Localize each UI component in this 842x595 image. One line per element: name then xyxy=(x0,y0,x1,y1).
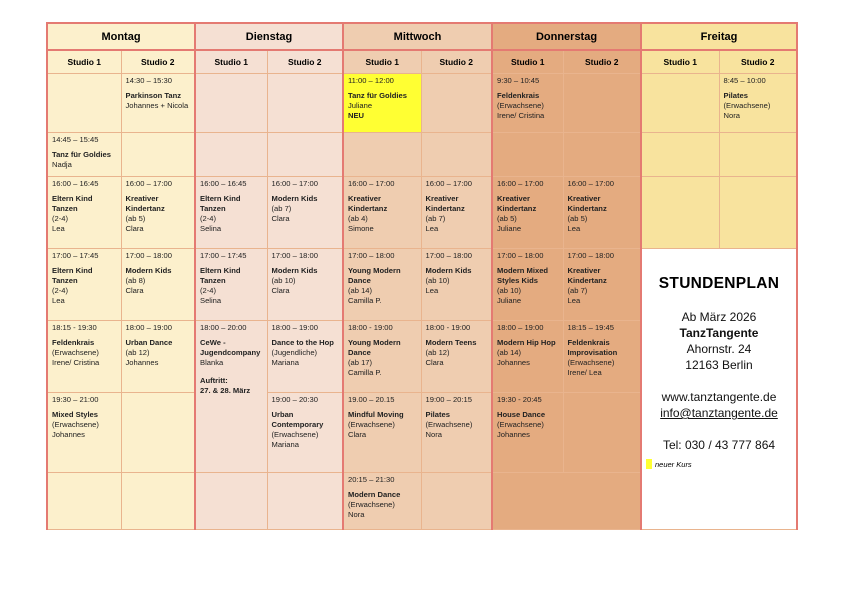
empty-slot xyxy=(492,473,641,530)
class-group: (ab 5) xyxy=(497,214,517,223)
class-title: Modern Teens xyxy=(425,338,477,347)
class-slot xyxy=(343,393,421,473)
class-teacher: Clara xyxy=(125,224,144,233)
phone-number: Tel: 030 / 43 777 864 xyxy=(662,438,776,452)
class-title: House Dance xyxy=(497,410,546,419)
new-badge: NEU xyxy=(348,111,365,120)
empty-slot xyxy=(563,74,641,133)
class-time: 18:00 - 19:00 xyxy=(425,323,471,332)
studio-header: Studio 2 xyxy=(121,50,195,74)
performance-label: Auftritt: xyxy=(200,376,228,385)
class-group: (ab 12) xyxy=(125,348,150,357)
class-title: Pilates xyxy=(425,410,450,419)
studio-header: Studio 1 xyxy=(641,50,719,74)
class-group: (ab 8) xyxy=(125,276,146,285)
class-group: (2-4) xyxy=(200,286,217,295)
class-title: Eltern Kind Tanzen xyxy=(52,266,93,285)
class-title: Feldenkrais Improvisation xyxy=(567,338,618,357)
class-teacher: Irene/ Lea xyxy=(567,368,602,377)
class-teacher: Juliane xyxy=(348,101,373,110)
empty-slot xyxy=(563,393,641,473)
class-time: 20:15 – 21:30 xyxy=(348,475,395,484)
class-teacher: Nadja xyxy=(52,160,72,169)
studio-name: TanzTangente xyxy=(679,326,759,340)
empty-slot xyxy=(641,74,719,133)
class-teacher: Lea xyxy=(567,296,581,305)
class-time: 17:00 – 18:00 xyxy=(497,251,544,260)
class-time: 18:00 – 19:00 xyxy=(125,323,172,332)
class-group: (ab 7) xyxy=(425,214,446,223)
class-group: (ab 10) xyxy=(425,276,450,285)
class-slot xyxy=(47,249,121,321)
class-time: 8:45 – 10:00 xyxy=(723,76,766,85)
empty-slot xyxy=(267,473,343,530)
class-group: (Erwachsene) xyxy=(348,420,395,429)
performance-dates: 27. & 28. März xyxy=(200,386,251,395)
class-slot xyxy=(121,249,195,321)
class-teacher: Nora xyxy=(425,430,442,439)
class-teacher: Johannes xyxy=(497,358,530,367)
class-title: Eltern Kind Tanzen xyxy=(200,266,241,285)
class-title: Pilates xyxy=(723,91,748,100)
class-time: 18:00 – 20:00 xyxy=(200,323,247,332)
class-slot xyxy=(492,393,563,473)
class-group: (Erwachsene) xyxy=(425,420,473,429)
class-teacher: Clara xyxy=(125,286,144,295)
class-teacher: Clara xyxy=(271,214,290,223)
studio-header: Studio 2 xyxy=(719,50,797,74)
class-slot xyxy=(719,74,797,133)
class-group: (2-4) xyxy=(52,214,69,223)
class-slot xyxy=(421,249,492,321)
class-time: 17:00 – 18:00 xyxy=(348,251,395,260)
class-time: 14:45 – 15:45 xyxy=(52,135,99,144)
new-course-swatch xyxy=(646,459,652,469)
class-slot-new xyxy=(343,74,421,133)
class-teacher: Clara xyxy=(271,286,290,295)
empty-slot xyxy=(719,177,797,249)
class-group: (ab 7) xyxy=(567,286,588,295)
class-time: 16:00 – 17:00 xyxy=(567,179,614,188)
class-time: 19.00 – 20.15 xyxy=(348,395,395,404)
class-slot xyxy=(267,249,343,321)
studio-header: Studio 1 xyxy=(492,50,563,74)
class-teacher: Nora xyxy=(348,510,365,519)
class-title: Kreativer Kindertanz xyxy=(567,194,607,213)
class-group: (ab 10) xyxy=(497,286,522,295)
class-time: 18:00 - 19:00 xyxy=(348,323,393,332)
day-header-montag: Montag xyxy=(47,23,195,50)
class-teacher: Johannes xyxy=(52,430,85,439)
class-time: 18:00 – 19:00 xyxy=(497,323,544,332)
empty-slot xyxy=(492,133,563,177)
class-group: (2-4) xyxy=(200,214,217,223)
class-time: 16:00 – 17:00 xyxy=(497,179,544,188)
class-time: 16:00 – 17:00 xyxy=(348,179,395,188)
class-slot xyxy=(492,74,563,133)
class-slot xyxy=(563,321,641,393)
class-title: Tanz für Goldies xyxy=(348,91,407,100)
class-title: Modern Kids xyxy=(125,266,172,275)
class-teacher: Mariana xyxy=(271,440,299,449)
schedule-table xyxy=(46,22,798,530)
class-group: (ab 7) xyxy=(271,204,292,213)
class-group: (ab 5) xyxy=(567,214,588,223)
empty-slot xyxy=(641,177,719,249)
class-slot xyxy=(563,177,641,249)
class-title: Kreativer Kindertanz xyxy=(125,194,165,213)
class-title: Kreativer Kindertanz xyxy=(425,194,465,213)
class-group: (Erwachsene) xyxy=(497,101,544,110)
class-group: (Erwachsene) xyxy=(723,101,771,110)
empty-slot xyxy=(195,133,267,177)
schedule-row xyxy=(47,249,797,321)
empty-slot xyxy=(343,133,421,177)
email-link[interactable]: info@tanztangente.de xyxy=(660,406,778,420)
class-slot xyxy=(343,321,421,393)
class-slot xyxy=(267,177,343,249)
class-group: (Erwachsene) xyxy=(271,430,319,439)
empty-slot xyxy=(267,133,343,177)
class-group: (ab 14) xyxy=(348,286,373,295)
class-teacher: Mariana xyxy=(271,358,299,367)
class-teacher: Clara xyxy=(348,430,367,439)
class-slot xyxy=(121,177,195,249)
class-title: Modern Kids xyxy=(425,266,472,275)
class-title: Young Modern Dance xyxy=(348,266,401,285)
class-teacher: Selina xyxy=(200,296,222,305)
studio-header: Studio 2 xyxy=(421,50,492,74)
day-header-freitag: Freitag xyxy=(641,23,797,50)
schedule-row xyxy=(47,133,797,177)
class-time: 17:00 – 18:00 xyxy=(567,251,614,260)
class-teacher: Lea xyxy=(425,286,439,295)
schedule-title: STUNDENPLAN xyxy=(658,275,780,292)
class-slot xyxy=(195,321,267,473)
class-title: Urban Dance xyxy=(125,338,173,347)
class-slot xyxy=(421,321,492,393)
empty-slot xyxy=(195,473,267,530)
class-slot xyxy=(563,249,641,321)
class-time: 9:30 – 10:45 xyxy=(497,76,540,85)
class-teacher: Camilla P. xyxy=(348,368,382,377)
day-header-donnerstag: Donnerstag xyxy=(492,23,641,50)
class-teacher: Clara xyxy=(425,358,444,367)
day-header-mittwoch: Mittwoch xyxy=(343,23,492,50)
class-teacher: Irene/ Cristina xyxy=(52,358,100,367)
class-slot xyxy=(343,249,421,321)
class-group: (ab 10) xyxy=(271,276,296,285)
class-slot xyxy=(47,393,121,473)
class-teacher: Nora xyxy=(723,111,740,120)
class-slot xyxy=(492,249,563,321)
valid-from: Ab März 2026 xyxy=(681,310,757,324)
class-title: Eltern Kind Tanzen xyxy=(200,194,241,213)
class-time: 18:00 – 19:00 xyxy=(271,323,318,332)
class-title: Modern Hip Hop xyxy=(497,338,556,347)
street-address: Ahornstr. 24 xyxy=(686,342,752,356)
class-title: Modern Mixed Styles Kids xyxy=(497,266,549,285)
class-teacher: Juliane xyxy=(497,224,522,233)
class-slot xyxy=(121,321,195,393)
class-time: 17:00 – 18:00 xyxy=(271,251,318,260)
empty-slot xyxy=(719,133,797,177)
class-time: 19:00 – 20:15 xyxy=(425,395,472,404)
studio-header: Studio 1 xyxy=(47,50,121,74)
class-title: Modern Dance xyxy=(348,490,401,499)
class-teacher: Lea xyxy=(52,224,65,233)
empty-slot xyxy=(121,393,195,473)
class-slot xyxy=(421,177,492,249)
class-title: Feldenkrais xyxy=(52,338,95,347)
class-teacher: Lea xyxy=(52,296,65,305)
class-slot xyxy=(343,177,421,249)
website-link[interactable]: www.tanztangente.de xyxy=(661,390,777,404)
legend-label: neuer Kurs xyxy=(655,459,692,469)
class-time: 19:30 – 21:00 xyxy=(52,395,99,404)
class-time: 11:00 – 12:00 xyxy=(348,76,394,85)
class-group: (ab 4) xyxy=(348,214,368,223)
class-title: Modern Kids xyxy=(271,194,318,203)
class-slot xyxy=(492,177,563,249)
class-slot xyxy=(267,321,343,393)
class-time: 16:00 – 17:00 xyxy=(125,179,172,188)
schedule-row xyxy=(47,177,797,249)
class-title: CeWe - Jugendcompany xyxy=(200,338,261,357)
empty-slot xyxy=(267,74,343,133)
class-group: (ab 14) xyxy=(497,348,522,357)
class-teacher: Johannes xyxy=(497,430,530,439)
studio-header: Studio 2 xyxy=(267,50,343,74)
class-teacher: Johannes xyxy=(125,358,159,367)
class-time: 19:30 - 20:45 xyxy=(497,395,542,404)
class-time: 17:00 – 17:45 xyxy=(200,251,247,260)
class-group: (ab 5) xyxy=(125,214,146,223)
class-teacher: Camilla P. xyxy=(348,296,382,305)
class-time: 17:00 – 18:00 xyxy=(425,251,472,260)
class-slot xyxy=(421,393,492,473)
class-title: Young Modern Dance xyxy=(348,338,401,357)
class-group: (Jugendliche) xyxy=(271,348,318,357)
class-time: 16:00 – 17:00 xyxy=(425,179,472,188)
class-teacher: Lea xyxy=(567,224,581,233)
class-title: Modern Kids xyxy=(271,266,318,275)
class-title: Feldenkrais xyxy=(497,91,540,100)
empty-slot xyxy=(47,74,121,133)
empty-slot xyxy=(195,74,267,133)
class-title: Parkinson Tanz xyxy=(125,91,182,100)
class-title: Mindful Moving xyxy=(348,410,404,419)
class-slot xyxy=(47,177,121,249)
info-panel xyxy=(641,249,797,530)
class-teacher: Johannes + Nicola xyxy=(125,101,189,110)
class-group: (Erwachsene) xyxy=(348,500,395,509)
studio-header-row xyxy=(47,50,797,74)
class-title: Eltern Kind Tanzen xyxy=(52,194,93,213)
studio-header: Studio 1 xyxy=(343,50,421,74)
class-title: Dance to the Hop xyxy=(271,338,334,347)
class-time: 14:30 – 15:30 xyxy=(125,76,172,85)
day-header-row xyxy=(47,23,797,50)
class-title: Kreativer Kindertanz xyxy=(348,194,388,213)
class-teacher: Juliane xyxy=(497,296,522,305)
empty-slot xyxy=(563,133,641,177)
class-slot xyxy=(47,133,121,177)
class-teacher: Selina xyxy=(200,224,222,233)
empty-slot xyxy=(421,74,492,133)
class-time: 18:15 - 19:30 xyxy=(52,323,97,332)
class-time: 18:15 – 19:45 xyxy=(567,323,614,332)
legend xyxy=(646,459,796,469)
empty-slot xyxy=(47,473,121,530)
class-group: (ab 12) xyxy=(425,348,450,357)
city-address: 12163 Berlin xyxy=(685,358,753,372)
class-time: 16:00 – 16:45 xyxy=(200,179,247,188)
class-time: 16:00 – 17:00 xyxy=(271,179,318,188)
class-title: Mixed Styles xyxy=(52,410,99,419)
class-teacher: Irene/ Cristina xyxy=(497,111,545,120)
empty-slot xyxy=(421,133,492,177)
class-group: (Erwachsene) xyxy=(52,348,99,357)
empty-slot xyxy=(121,133,195,177)
class-time: 19:00 – 20:30 xyxy=(271,395,318,404)
class-slot xyxy=(343,473,421,530)
day-header-dienstag: Dienstag xyxy=(195,23,343,50)
class-title: Urban Contemporary xyxy=(271,410,324,429)
empty-slot xyxy=(121,473,195,530)
class-slot xyxy=(195,177,267,249)
studio-header: Studio 2 xyxy=(563,50,641,74)
class-time: 17:00 – 17:45 xyxy=(52,251,99,260)
studio-header: Studio 1 xyxy=(195,50,267,74)
class-teacher: Lea xyxy=(425,224,439,233)
class-slot xyxy=(492,321,563,393)
class-slot xyxy=(121,74,195,133)
class-title: Kreativer Kindertanz xyxy=(567,266,607,285)
class-slot xyxy=(47,321,121,393)
class-teacher: Blanka xyxy=(200,358,224,367)
class-teacher: Simone xyxy=(348,224,374,233)
class-group: (ab 17) xyxy=(348,358,373,367)
class-group: (Erwachsene) xyxy=(52,420,99,429)
class-title: Tanz für Goldies xyxy=(52,150,111,159)
empty-slot xyxy=(421,473,492,530)
class-time: 17:00 – 18:00 xyxy=(125,251,172,260)
class-group: (Erwachsene) xyxy=(567,358,615,367)
class-group: (2-4) xyxy=(52,286,69,295)
class-time: 16:00 – 16:45 xyxy=(52,179,99,188)
empty-slot xyxy=(641,133,719,177)
class-slot xyxy=(195,249,267,321)
class-title: Kreativer Kindertanz xyxy=(497,194,537,213)
class-group: (Erwachsene) xyxy=(497,420,544,429)
schedule-row xyxy=(47,74,797,133)
class-slot xyxy=(267,393,343,473)
